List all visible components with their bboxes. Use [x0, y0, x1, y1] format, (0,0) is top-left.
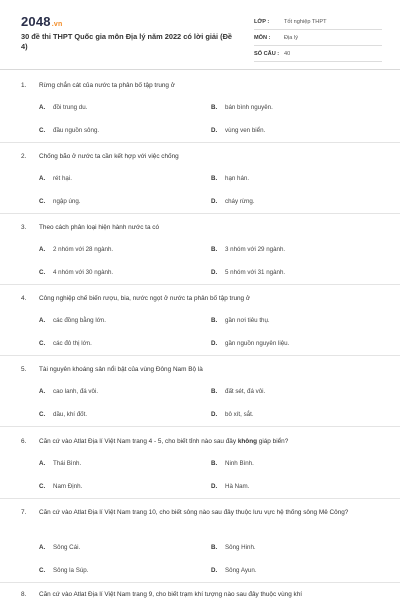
question-text: Rừng chắn cát của nước ta phân bố tập trung ở	[39, 82, 175, 89]
option-b[interactable]: B. đất sét, đá vôi.	[211, 388, 266, 395]
option-a[interactable]: A. Sông Cái.	[39, 544, 81, 551]
option-d[interactable]: D. bô xít, sắt.	[211, 411, 254, 418]
question-divider	[0, 213, 400, 214]
option-b[interactable]: B. Ninh Bình.	[211, 460, 254, 467]
question-text: Căn cứ vào Atlat Địa lí Việt Nam trang 9, cho biết trạm khí tượng nào sau đây thuộc vùng khí	[39, 591, 303, 598]
question-8: 8. Căn cứ vào Atlat Địa lí Việt Nam trang 9, cho biết trạm khí tượng nào sau đây thuộc vùng khí	[21, 590, 381, 600]
question-divider	[0, 498, 400, 499]
question-6: 6. Căn cứ vào Atlat Địa lí Việt Nam trang 4 - 5, cho biết tỉnh nào sau đây không giáp biển? A. Thái Bình. B. Ninh Bình. C. Nam Định. D. Hà Nam.	[21, 437, 381, 447]
meta-subject: MÔN : Địa lý	[254, 30, 382, 46]
option-b[interactable]: B. Sông Hinh.	[211, 544, 256, 551]
document-title: 30 đề thi THPT Quốc gia môn Địa lý năm 2022 có lời giải (Đề 4)	[21, 32, 233, 51]
option-b[interactable]: B. bán bình nguyên.	[211, 104, 273, 111]
question-divider	[0, 426, 400, 427]
option-d[interactable]: D. cháy rừng.	[211, 198, 255, 205]
question-divider	[0, 355, 400, 356]
question-text: Căn cứ vào Atlat Địa lí Việt Nam trang 10, cho biết sông nào sau đây thuộc lưu vực hệ thống sông Mê Công?	[39, 509, 349, 516]
option-c[interactable]: C. các đô thị lớn.	[39, 340, 92, 347]
option-c[interactable]: C. 4 nhóm với 30 ngành.	[39, 269, 114, 276]
option-b[interactable]: B. 3 nhóm với 29 ngành.	[211, 246, 286, 253]
option-c[interactable]: C. Sông la Súp.	[39, 567, 89, 574]
question-divider	[0, 284, 400, 285]
option-a[interactable]: A. cao lanh, đá vôi.	[39, 388, 99, 395]
question-text: Theo cách phân loại hiện hành nước ta có	[39, 224, 160, 231]
question-text: Công nghiệp chế biến rượu, bia, nước ngọt ở nước ta phân bố tập trung ở	[39, 295, 251, 302]
meta-class: LỚP : Tốt nghiệp THPT	[254, 14, 382, 30]
question-divider	[0, 582, 400, 583]
document-meta	[254, 14, 382, 62]
question-2: 2. Chống bão ở nước ta cần kết hợp với việc chống A. rét hại. B. hạn hán. C. ngập úng. D. cháy rừng.	[21, 152, 381, 162]
option-a[interactable]: A. các đồng bằng lớn.	[39, 317, 106, 324]
question-7: 7. Căn cứ vào Atlat Địa lí Việt Nam trang 10, cho biết sông nào sau đây thuộc lưu vực hệ thống sông Mê Công? A. Sông Cái. B. Sông Hinh. C. Sông la Súp. D. Sông Ayun.	[21, 508, 381, 518]
option-a[interactable]: A. 2 nhóm với 28 ngành.	[39, 246, 114, 253]
option-b[interactable]: B. gần nơi tiêu thụ.	[211, 317, 270, 324]
option-c[interactable]: C. đầu nguồn sông.	[39, 127, 100, 134]
question-divider	[0, 142, 400, 143]
question-3: 3. Theo cách phân loại hiện hành nước ta có A. 2 nhóm với 28 ngành. B. 3 nhóm với 29 ngành. C. 4 nhóm với 30 ngành. D. 5 nhóm với 31 ngành.	[21, 223, 381, 233]
option-a[interactable]: A. Thái Bình.	[39, 460, 82, 467]
question-text: Tài nguyên khoáng sản nổi bật của vùng Đông Nam Bộ là	[39, 366, 203, 373]
option-d[interactable]: D. Hà Nam.	[211, 483, 250, 490]
option-d[interactable]: D. vùng ven biển.	[211, 127, 266, 134]
option-c[interactable]: C. ngập úng.	[39, 198, 81, 205]
option-d[interactable]: D. Sông Ayun.	[211, 567, 257, 574]
meta-question-count: SỐ CÂU : 40	[254, 46, 382, 62]
option-d[interactable]: D. 5 nhóm với 31 ngành.	[211, 269, 286, 276]
question-text: Chống bão ở nước ta cần kết hợp với việc chống	[39, 153, 179, 160]
option-b[interactable]: B. hạn hán.	[211, 175, 250, 182]
site-logo[interactable]: 2048.vn	[21, 14, 63, 29]
option-c[interactable]: C. dầu, khí đốt.	[39, 411, 88, 418]
header-divider	[0, 69, 400, 70]
option-c[interactable]: C. Nam Định.	[39, 483, 83, 490]
question-1: 1. Rừng chắn cát của nước ta phân bố tập trung ở A. đồi trung du. B. bán bình nguyên. C. đầu nguồn sông. D. vùng ven biển.	[21, 81, 381, 91]
question-text: Căn cứ vào Atlat Địa lí Việt Nam trang 4 - 5, cho biết tỉnh nào sau đây không giáp biển?	[39, 438, 289, 445]
page-header	[0, 0, 400, 64]
option-a[interactable]: A. đồi trung du.	[39, 104, 88, 111]
option-d[interactable]: D. gần nguồn nguyên liệu.	[211, 340, 290, 347]
question-4: 4. Công nghiệp chế biến rượu, bia, nước ngọt ở nước ta phân bố tập trung ở A. các đồng bằng lớn. B. gần nơi tiêu thụ. C. các đô thị lớn. D. gần nguồn nguyên liệu.	[21, 294, 381, 304]
option-a[interactable]: A. rét hại.	[39, 175, 72, 182]
question-5: 5. Tài nguyên khoáng sản nổi bật của vùng Đông Nam Bộ là A. cao lanh, đá vôi. B. đất sét, đá vôi. C. dầu, khí đốt. D. bô xít, sắt.	[21, 365, 381, 375]
